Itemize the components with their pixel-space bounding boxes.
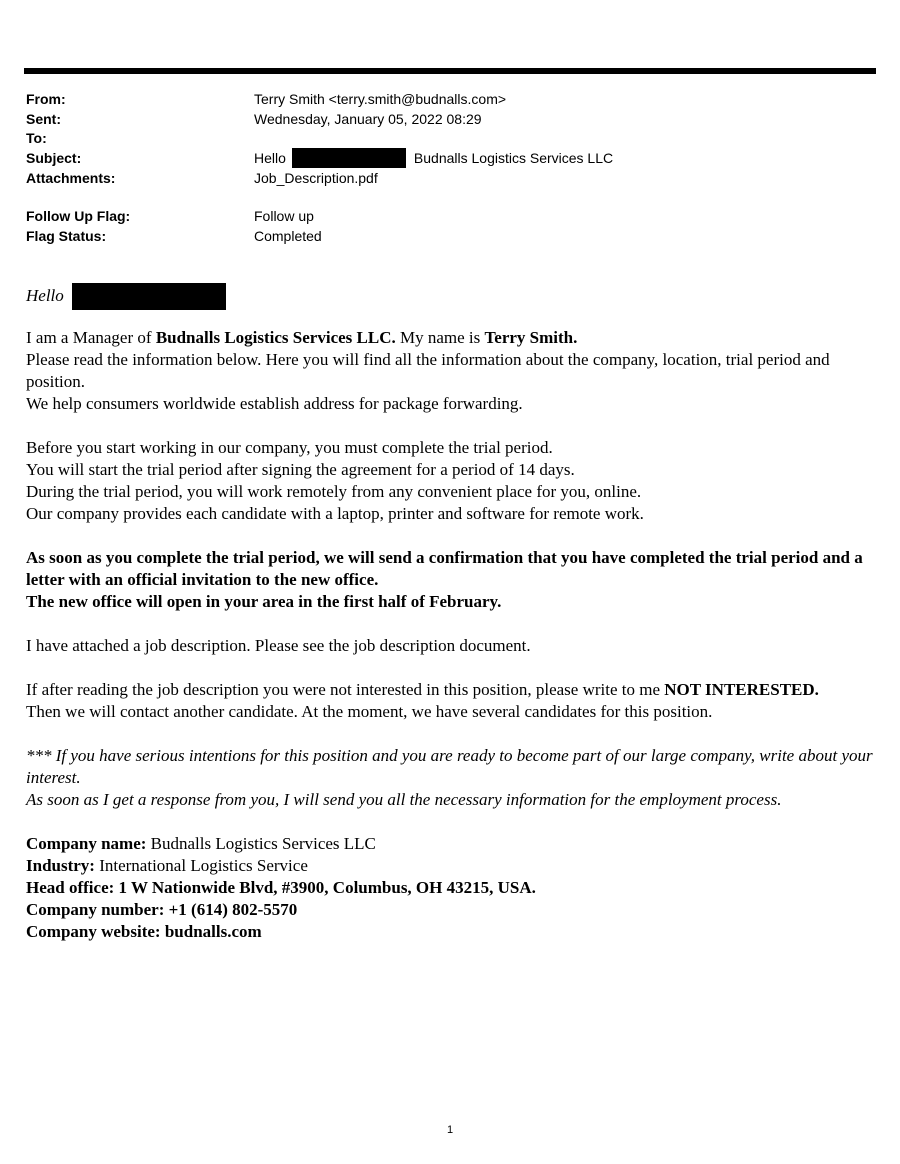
company-name-line [26,833,876,855]
to-label: To: [26,130,47,147]
trial-line-4: Our company provides each candidate with a laptop, printer and software for remote work. [26,504,644,523]
subject-row [26,149,613,169]
from-row [26,90,613,110]
from-label: From: [26,91,66,107]
interest-line-1: *** If you have serious intentions for this position and you are ready to become part of our large company, write about your interest. [26,746,873,787]
interest-line-2: As soon as I get a response from you, I will send you all the necessary information for the employment process. [26,790,782,809]
follow-up-flag-row [26,207,613,227]
follow-up-flag-label: Follow Up Flag: [26,208,131,225]
company-name-value: Budnalls Logistics Services LLC [146,834,376,853]
industry-label: Industry: [26,856,95,875]
greeting [26,283,876,309]
from-value[interactable]: Terry Smith <terry.smith@budnalls.com> [254,91,507,107]
attachment-file[interactable]: Job_Description.pdf [254,169,378,186]
not-interested-paragraph [26,679,876,723]
page-number: 1 [446,1124,454,1136]
company-name-label: Company name: [26,834,147,853]
flag-status-row [26,227,613,247]
email-body [26,283,876,965]
intro-name: Terry Smith. [484,328,578,347]
intro-text-1: I am a Manager of [26,328,156,347]
not-interested-text: If after reading the job description you were not interested in this position, please write to me [26,680,665,699]
sent-row [26,110,613,130]
follow-up-flag-value: Follow up [254,208,314,225]
not-interested-keyword: NOT INTERESTED. [664,680,819,699]
sent-value: Wednesday, January 05, 2022 08:29 [254,110,482,127]
greeting-text: Hello [26,286,64,305]
intro-line-3: We help consumers worldwide establish address for package forwarding. [26,394,523,413]
intro-company: Budnalls Logistics Services LLC. [155,328,396,347]
header-rule [24,68,876,74]
interest-paragraph [26,745,876,811]
not-interested-line-2: Then we will contact another candidate. At the moment, we have several candidates for this position. [26,702,713,721]
trial-line-2: You will start the trial period after signing the agreement for a period of 14 days. [26,460,575,479]
sent-label: Sent: [26,110,61,127]
trial-paragraph [26,437,876,525]
intro-text-2: My name is [395,328,485,347]
company-number-line: Company number: +1 (614) 802-5570 [26,900,298,919]
flag-status-value: Completed [254,228,322,245]
attachments-row [26,169,613,189]
company-info [26,833,876,943]
to-row [26,129,613,149]
subject-label: Subject: [26,150,82,167]
confirmation-paragraph [26,547,876,613]
intro-line-2: Please read the information below. Here you will find all the information about the company, location, trial period and position. [26,350,830,391]
industry-line [26,855,876,877]
trial-line-3: During the trial period, you will work remotely from any convenient place for you, online. [26,482,642,501]
confirmation-line-2: The new office will open in your area in the first half of February. [26,592,502,611]
job-description-paragraph: I have attached a job description. Please see the job description document. [26,636,531,655]
confirmation-line-1: As soon as you complete the trial period, we will send a confirmation that you have completed the trial period and a letter with an official invitation to the new office. [26,548,863,589]
head-office-line: Head office: 1 W Nationwide Blvd, #3900, Columbus, OH 43215, USA. [26,878,536,897]
flag-status-label: Flag Status: [26,228,107,245]
company-website-line: Company website: budnalls.com [26,922,262,941]
subject-value [254,149,613,169]
greeting-redaction [72,283,226,310]
industry-value: International Logistics Service [94,856,308,875]
subject-redaction [292,148,406,168]
subject-prefix: Hello [254,150,286,167]
email-header [26,90,613,247]
trial-line-1: Before you start working in our company, you must complete the trial period. [26,438,553,457]
subject-suffix: Budnalls Logistics Services LLC [413,150,614,167]
intro-paragraph [26,327,876,415]
attachments-label: Attachments: [26,169,116,186]
